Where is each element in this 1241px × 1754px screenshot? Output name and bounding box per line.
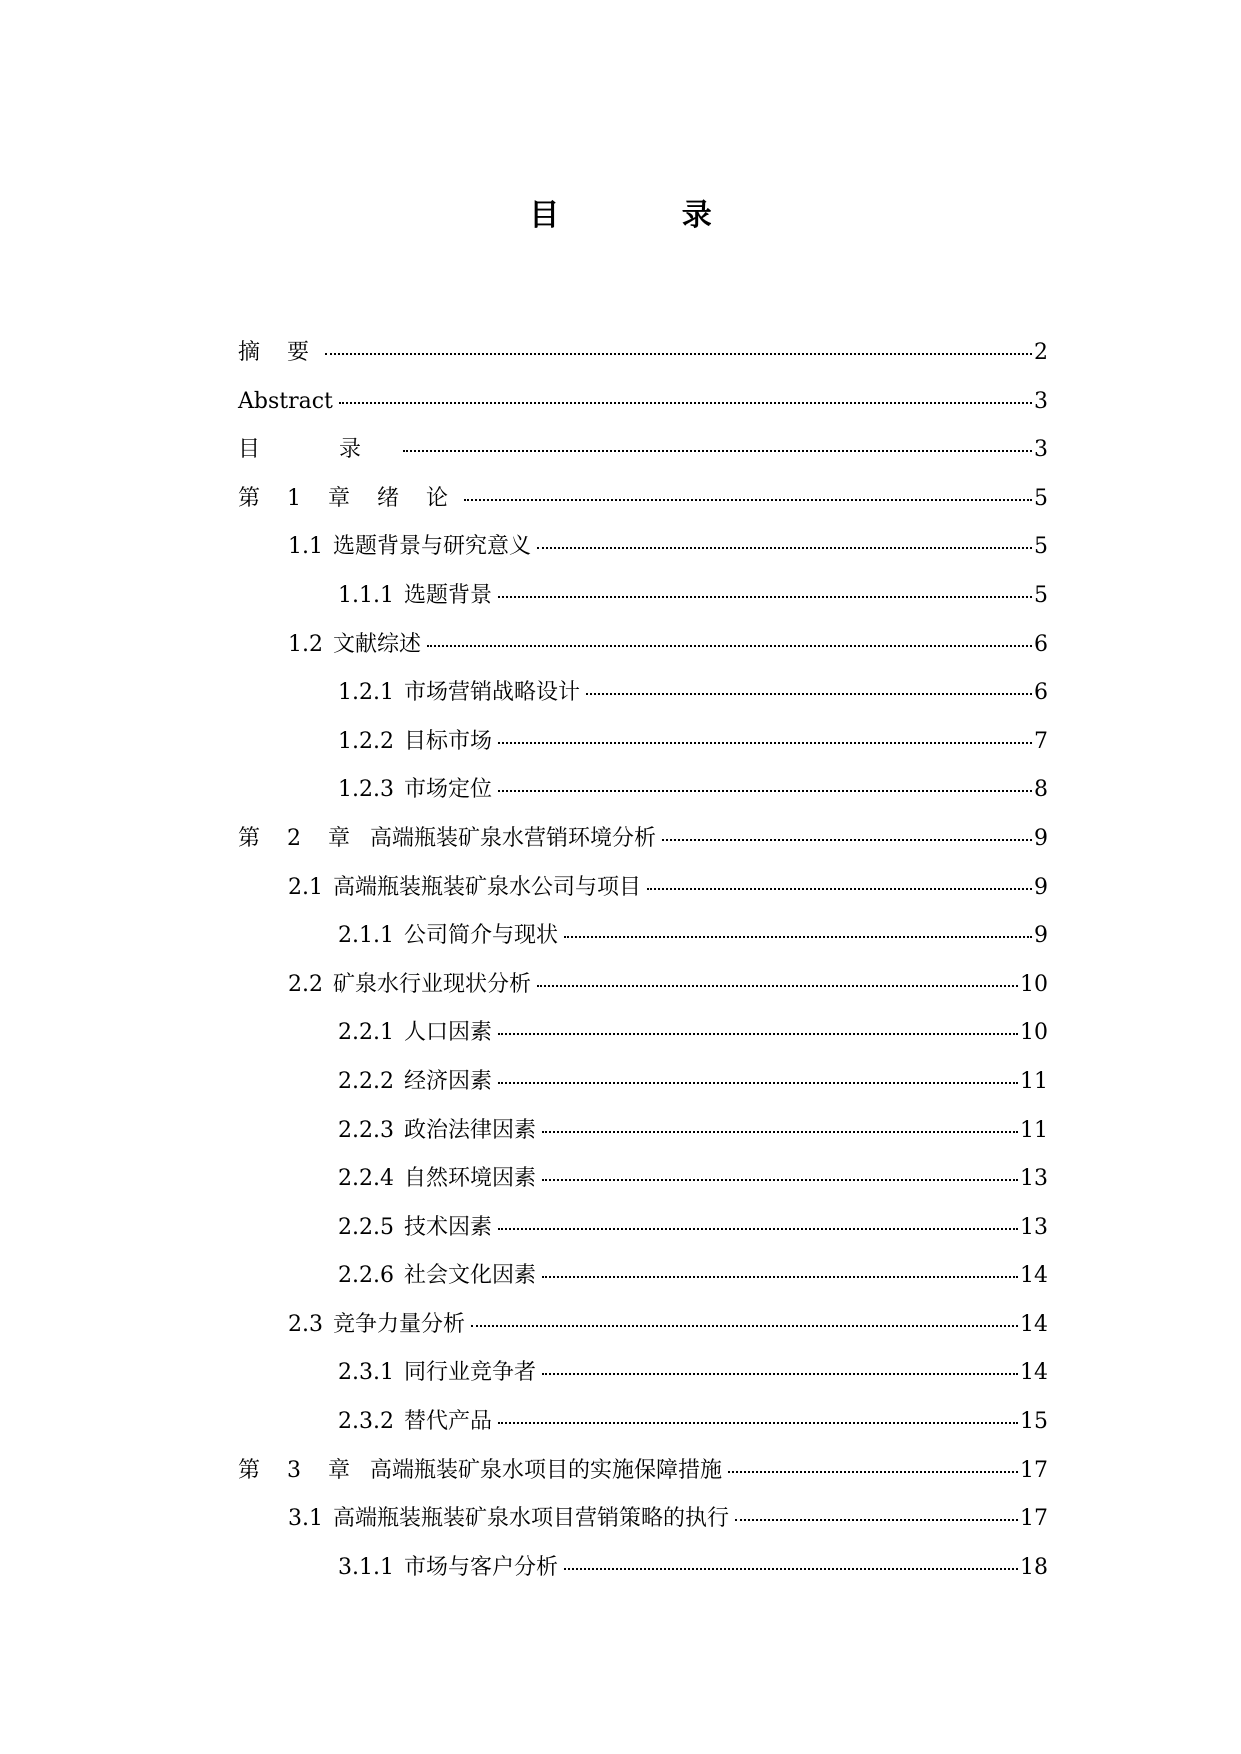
toc-entry-number: 2.2.1 bbox=[338, 1020, 394, 1046]
toc-entry[interactable] bbox=[238, 1164, 1048, 1213]
toc-dot-leader bbox=[647, 888, 1032, 890]
toc-entry-number: 2.1 bbox=[288, 874, 323, 900]
toc-dot-leader bbox=[498, 596, 1032, 598]
toc-entry-page-number: 11 bbox=[1020, 1068, 1048, 1094]
toc-dot-leader bbox=[735, 1519, 1018, 1521]
toc-entry-title: 社会文化因素 bbox=[403, 1263, 536, 1289]
toc-entry-number: 3.1 bbox=[288, 1506, 323, 1532]
toc-dot-leader bbox=[662, 839, 1032, 841]
toc-entry-title: 自然环境因素 bbox=[403, 1166, 536, 1192]
toc-entry[interactable] bbox=[238, 775, 1048, 824]
toc-entry-number: 2.2.3 bbox=[338, 1117, 394, 1143]
toc-entry[interactable] bbox=[238, 1407, 1048, 1456]
toc-entry-page-number: 11 bbox=[1020, 1117, 1048, 1143]
toc-entry[interactable] bbox=[238, 484, 1048, 533]
toc-entry[interactable] bbox=[238, 1261, 1048, 1310]
toc-entry[interactable] bbox=[238, 630, 1048, 679]
toc-dot-leader bbox=[403, 450, 1032, 452]
toc-dot-leader bbox=[339, 402, 1032, 404]
toc-entry-title: 技术因素 bbox=[403, 1214, 492, 1240]
toc-entry[interactable] bbox=[238, 1358, 1048, 1407]
toc-dot-leader bbox=[427, 645, 1032, 647]
toc-entry-page-number: 17 bbox=[1020, 1457, 1048, 1483]
toc-entry-page-number: 3 bbox=[1034, 437, 1048, 463]
toc-entry-title: 人口因素 bbox=[403, 1020, 492, 1046]
toc-entry-number: 1.1.1 bbox=[338, 582, 394, 608]
toc-entry-number: 2.3 bbox=[288, 1311, 323, 1337]
toc-entry-title: 高端瓶装瓶装矿泉水公司与项目 bbox=[333, 874, 642, 900]
toc-entry-number: 2.2 bbox=[288, 971, 323, 997]
toc-entry-title: 竞争力量分析 bbox=[333, 1311, 466, 1337]
toc-entry-title: 高端瓶装瓶装矿泉水项目营销策略的执行 bbox=[333, 1506, 730, 1532]
toc-dot-leader bbox=[564, 936, 1032, 938]
toc-entry-page-number: 9 bbox=[1034, 825, 1048, 851]
toc-entry-page-number: 10 bbox=[1020, 971, 1048, 997]
toc-entry-number: 1.2.1 bbox=[338, 680, 394, 706]
toc-entry-page-number: 14 bbox=[1020, 1311, 1048, 1337]
toc-entry-number: 3.1.1 bbox=[338, 1554, 394, 1580]
toc-entry-number: 2.2.2 bbox=[338, 1068, 394, 1094]
toc-entry[interactable] bbox=[238, 387, 1048, 436]
toc-entry-page-number: 13 bbox=[1020, 1166, 1048, 1192]
toc-entry-page-number: 14 bbox=[1020, 1360, 1048, 1386]
toc-entry-title: 同行业竞争者 bbox=[403, 1360, 536, 1386]
toc-entry-number: 2.2.4 bbox=[338, 1166, 394, 1192]
toc-dot-leader bbox=[542, 1131, 1018, 1133]
toc-entry-title: 经济因素 bbox=[403, 1068, 492, 1094]
toc-entry-page-number: 9 bbox=[1034, 874, 1048, 900]
toc-dot-leader bbox=[542, 1276, 1018, 1278]
toc-dot-leader bbox=[498, 1082, 1018, 1084]
toc-entry[interactable] bbox=[238, 1213, 1048, 1262]
toc-entry[interactable] bbox=[238, 1504, 1048, 1553]
toc-entry[interactable] bbox=[238, 1553, 1048, 1602]
toc-entry[interactable] bbox=[238, 1018, 1048, 1067]
toc-dot-leader bbox=[325, 353, 1032, 355]
toc-entry-page-number: 5 bbox=[1034, 485, 1048, 511]
toc-entry-title: 第 1 章 绪 论 bbox=[238, 485, 458, 511]
toc-title: 目 录 bbox=[529, 198, 768, 233]
toc-dot-leader bbox=[537, 985, 1018, 987]
toc-dot-leader bbox=[498, 1422, 1018, 1424]
toc-entry-title: 政治法律因素 bbox=[403, 1117, 536, 1143]
toc-entry-title: 目标市场 bbox=[403, 728, 492, 754]
toc-entry-number: 2.3.2 bbox=[338, 1409, 394, 1435]
toc-entry[interactable] bbox=[238, 1116, 1048, 1165]
toc-entry-number: 2.2.6 bbox=[338, 1263, 394, 1289]
toc-entry[interactable] bbox=[238, 873, 1048, 922]
toc-dot-leader bbox=[542, 1179, 1018, 1181]
toc-dot-leader bbox=[464, 499, 1032, 501]
toc-dot-leader bbox=[537, 547, 1032, 549]
toc-entry[interactable] bbox=[238, 727, 1048, 776]
toc-entry-page-number: 5 bbox=[1034, 534, 1048, 560]
toc-entry-title: 市场定位 bbox=[403, 777, 492, 803]
toc-entry-page-number: 10 bbox=[1020, 1020, 1048, 1046]
toc-entry-number: 1.1 bbox=[288, 534, 323, 560]
toc-dot-leader bbox=[471, 1325, 1018, 1327]
toc-entry-number: 2.2.5 bbox=[338, 1214, 394, 1240]
toc-list bbox=[238, 338, 1048, 1601]
toc-entry-page-number: 14 bbox=[1020, 1263, 1048, 1289]
toc-entry[interactable] bbox=[238, 435, 1048, 484]
toc-dot-leader bbox=[564, 1568, 1018, 1570]
toc-entry-title: 文献综述 bbox=[333, 631, 422, 657]
toc-entry-title: Abstract bbox=[238, 388, 333, 414]
toc-dot-leader bbox=[498, 742, 1032, 744]
toc-entry[interactable] bbox=[238, 1456, 1048, 1505]
toc-entry-title: 摘 要 bbox=[238, 340, 319, 365]
toc-entry[interactable] bbox=[238, 338, 1048, 387]
toc-entry[interactable] bbox=[238, 1067, 1048, 1116]
toc-entry-page-number: 9 bbox=[1034, 923, 1048, 949]
toc-entry-page-number: 13 bbox=[1020, 1214, 1048, 1240]
toc-entry-title: 目 录 bbox=[238, 437, 397, 463]
toc-entry-title: 选题背景与研究意义 bbox=[333, 534, 532, 560]
toc-entry-number: 1.2 bbox=[288, 631, 323, 657]
toc-entry-page-number: 15 bbox=[1020, 1409, 1048, 1435]
toc-entry-title: 市场营销战略设计 bbox=[403, 680, 580, 706]
toc-entry-page-number: 5 bbox=[1034, 582, 1048, 608]
toc-entry-number: 1.2.3 bbox=[338, 777, 394, 803]
toc-entry-page-number: 17 bbox=[1020, 1506, 1048, 1532]
toc-entry[interactable] bbox=[238, 532, 1048, 581]
toc-entry-page-number: 2 bbox=[1034, 340, 1048, 365]
toc-entry-page-number: 6 bbox=[1034, 680, 1048, 706]
toc-entry-page-number: 8 bbox=[1034, 777, 1048, 803]
toc-entry-title: 市场与客户分析 bbox=[403, 1554, 558, 1580]
toc-entry-page-number: 6 bbox=[1034, 631, 1048, 657]
toc-entry-number: 1.2.2 bbox=[338, 728, 394, 754]
toc-dot-leader bbox=[498, 1228, 1018, 1230]
toc-entry-title: 矿泉水行业现状分析 bbox=[333, 971, 532, 997]
toc-entry-title: 公司简介与现状 bbox=[403, 923, 558, 949]
toc-entry-title: 高端瓶装矿泉水项目的实施保障措施 bbox=[369, 1457, 722, 1483]
toc-entry-page-number: 3 bbox=[1034, 388, 1048, 414]
toc-entry-number: 第 2 章 bbox=[238, 825, 360, 851]
toc-entry[interactable] bbox=[238, 921, 1048, 970]
toc-entry-title: 高端瓶装矿泉水营销环境分析 bbox=[369, 825, 656, 851]
toc-entry[interactable] bbox=[238, 824, 1048, 873]
toc-dot-leader bbox=[586, 693, 1032, 695]
toc-entry-title: 替代产品 bbox=[403, 1409, 492, 1435]
toc-dot-leader bbox=[498, 1033, 1018, 1035]
toc-entry-title: 选题背景 bbox=[403, 582, 492, 608]
toc-dot-leader bbox=[542, 1373, 1018, 1375]
toc-dot-leader bbox=[728, 1471, 1018, 1473]
toc-entry-number: 2.1.1 bbox=[338, 923, 394, 949]
toc-entry-page-number: 7 bbox=[1034, 728, 1048, 754]
toc-entry[interactable] bbox=[238, 1310, 1048, 1359]
toc-entry-number: 第 3 章 bbox=[238, 1457, 360, 1483]
toc-dot-leader bbox=[498, 790, 1032, 792]
toc-entry-number: 2.3.1 bbox=[338, 1360, 394, 1386]
toc-entry-page-number: 18 bbox=[1020, 1554, 1048, 1580]
toc-entry[interactable] bbox=[238, 678, 1048, 727]
toc-entry[interactable] bbox=[238, 581, 1048, 630]
toc-entry[interactable] bbox=[238, 970, 1048, 1019]
